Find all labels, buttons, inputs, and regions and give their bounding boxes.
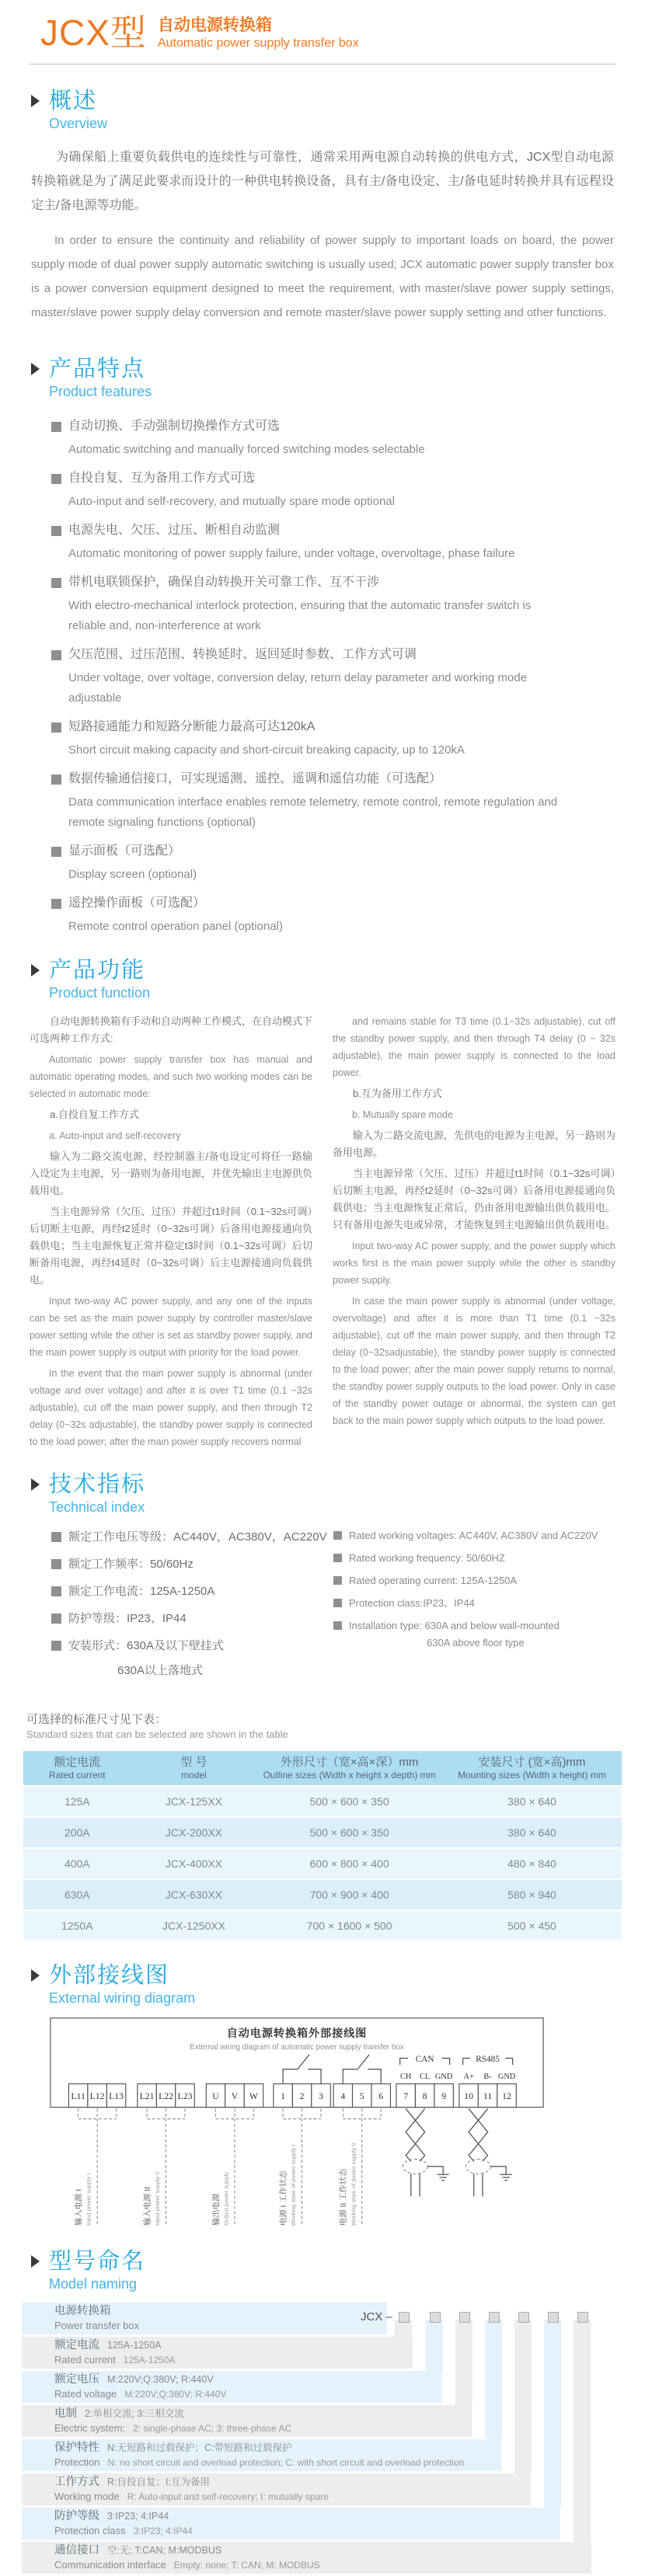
code-strip: [485, 2320, 502, 2439]
pin-label: CL: [420, 2072, 431, 2081]
feature-en: Short circuit making capacity and short-circuit breaking capacity, up to 120kA: [68, 743, 465, 757]
bullet-square-icon: [333, 1621, 342, 1630]
tech-item: Installation type: 630A and below wall-mounted: [333, 1619, 615, 1633]
svg-text:7: 7: [403, 2091, 409, 2102]
code-strip: [514, 2320, 532, 2473]
bullet-square-icon: [51, 847, 61, 857]
function-heading-en: Product function: [49, 985, 151, 1001]
model-naming-row: 额定电流 125A-1250A Rated current 125A-1250A: [22, 2337, 413, 2369]
col-header-outline-size: 外形尺寸（宽×高×深）mm Outline sizes (Width x height x depth) mm: [256, 1751, 442, 1785]
svg-text:Input power supply I: Input power supply I: [85, 2173, 92, 2226]
size-note-en: Standard sizes that can be selected are shown in the table: [26, 1728, 288, 1740]
svg-text:5: 5: [359, 2091, 364, 2102]
tech-item: 额定工作电压等级：AC440V，AC380V，AC220V: [51, 1529, 333, 1546]
model-code-box: [489, 2312, 500, 2323]
svg-text:V: V: [231, 2091, 239, 2102]
section-features-header: [31, 356, 645, 401]
wiring-heading-zh: 外部接线图: [49, 1963, 170, 1988]
features-list: [51, 415, 598, 937]
svg-text:U: U: [212, 2091, 219, 2102]
col-header-model: 型 号 model: [131, 1751, 257, 1785]
model-naming-heading-zh: 型号命名: [49, 2249, 146, 2274]
wire-group-state1: [278, 2108, 321, 2226]
bullet-square-icon: [51, 526, 61, 536]
function-paragraph: a.自投自复工作方式: [50, 1109, 139, 1120]
function-columns: [30, 1013, 615, 1454]
feature-en: Automatic switching and manually forced switching modes selectable: [68, 443, 425, 456]
bullet-square-icon: [333, 1576, 342, 1585]
table-row: 125A JCX-125XX 500 × 600 × 350 380 × 640: [23, 1787, 622, 1816]
bullet-square-icon: [51, 650, 61, 660]
tech-item-extra: 630A以上落地式: [117, 1664, 204, 1677]
col-header-mounting-size: 安装尺寸 (宽×高)mm Mounting sizes (Width x height) mm: [442, 1751, 622, 1785]
overview-paragraph-en: In order to ensure the continuity and reliability of power supply to important loads on board, the power supply mode of dual power supply automatic switching is usually used; JCX automatic power supply transfer box is a power conversion equipment designed to meet the requirement, with master/slave power supply settings, master/slave power supply delay conversion and remote master/slave power supply setting and other functions.: [31, 234, 614, 319]
function-paragraph: 当主电源异常（欠压、过压）并超过t1时间（0.1~32s可调）后切断主电源，再经t2延时（0~32s可调）后备用电源接通向负载供电；当主电源恢复正常并稳定t3时间（0.1~32s可调）后切断备用电源，再经t4延时（0~32s可调）后主电源接通向负载供电。: [30, 1206, 312, 1286]
technical-columns: [51, 1529, 615, 1687]
pin-label: CH: [400, 2072, 412, 2081]
section-triangle-icon: [31, 363, 40, 375]
feature-zh: 电源失电、欠压、过压、断相自动监测: [68, 524, 281, 537]
function-paragraph: In case the main power supply is abnormal (under voltage, overvoltage) and after it is more than T1 time (0.1 ~32s adjustable), cut off the main power supply, and then through T2 delay (0~32sadjustable), the standby power supply is connected to the load power; after the main power supply returns to normal, the standby power supply outputs to the load power. Only in case of the standby power outage or abnormal, the system can get back to the main power supply which outputs to the load power.: [333, 1296, 615, 1426]
function-paragraph: b. Mutually spare mode: [352, 1109, 453, 1120]
svg-text:12: 12: [502, 2091, 511, 2102]
function-paragraph: Input two-way AC power supply, and the power supply which works first is the main power supply while the other is standby power supply.: [333, 1241, 615, 1286]
svg-text:L13: L13: [109, 2091, 124, 2102]
feature-zh: 数据传输通信接口，可实现遥测、遥控、遥调和遥信功能（可选配）: [68, 772, 442, 785]
bullet-square-icon: [333, 1599, 342, 1607]
svg-text:Working state of power supply: Working state of power supply I: [290, 2144, 298, 2226]
bullet-square-icon: [51, 1613, 61, 1624]
svg-text:L23: L23: [177, 2091, 193, 2102]
feature-en: Automatic monitoring of power supply failure, under voltage, overvoltage, phase failure: [68, 547, 515, 560]
model-naming-heading-en: Model naming: [49, 2276, 138, 2292]
function-paragraph: In the event that the main power supply is abnormal (under voltage and over voltage) and after it is over T1 time (0.1 ~32s adjustable), cut off the main power supply, and then through T2 delay (0~32s adjustable), the standby power supply is connected to the load power; after the main power supply recovers normal: [30, 1368, 312, 1447]
function-column-left: [30, 1013, 312, 1454]
function-paragraph: Input two-way AC power supply, and any one of the inputs can be set as the main power supply by controller master/slave power setting while the other is set as standby power supply, and the main power supply is output with priority for the load power.: [30, 1296, 312, 1358]
svg-text:Working state of power supply: Working state of power supply II: [350, 2143, 357, 2226]
svg-text:11: 11: [483, 2091, 493, 2102]
model-naming-row: 额定电压 M:220V;Q:380V; R:440V Rated voltage M:220V;Q:380V; R:440V: [22, 2371, 442, 2403]
feature-en: Under voltage, over voltage, conversion delay, return delay parameter and working mode adjustable: [68, 671, 528, 705]
feature-zh: 遥控操作面板（可选配）: [68, 896, 206, 910]
bullet-square-icon: [51, 1641, 61, 1651]
bullet-square-icon: [333, 1531, 342, 1540]
model-code-box: [548, 2312, 559, 2323]
wire-group-output: [211, 2108, 253, 2226]
feature-item: [51, 519, 598, 564]
model-naming-diagram: [22, 2303, 623, 2576]
model-code-box: [399, 2312, 410, 2323]
feature-zh: 欠压范围、过压范围、转换延时、返回延时参数、工作方式可调: [68, 648, 417, 661]
bullet-square-icon: [51, 1586, 61, 1596]
svg-text:L21: L21: [139, 2091, 155, 2102]
feature-en: With electro-mechanical interlock protection, ensuring that the automatic transfer switch is reliable and, non-interference at work: [68, 599, 532, 632]
section-triangle-icon: [31, 2255, 40, 2268]
function-heading-zh: 产品功能: [49, 958, 146, 983]
bullet-square-icon: [51, 578, 61, 588]
document-header: [0, 0, 645, 51]
section-model-naming-header: [31, 2248, 645, 2293]
function-paragraph: Automatic power supply transfer box has manual and automatic operating modes, and such two working modes can be selected in automatic mode:: [30, 1054, 312, 1099]
bullet-square-icon: [51, 899, 61, 909]
can-bus-label: CAN: [415, 2055, 434, 2065]
tech-item: 额定工作频率：50/60Hz: [51, 1556, 333, 1573]
function-paragraph: 当主电源异常（欠压、过压）并超过t1时间（0.1~32s可调）后切断主电源，再经t2延时（0~32s可调）后备用电源接通向负载供电；当主电源恢复正常后，仍由备用电源输出供负载用电。只有备用电源失电或异常，才能恢复到主电源输出供负载用电。: [333, 1168, 616, 1231]
svg-text:电源 II 工作状态: 电源 II 工作状态: [340, 2168, 349, 2226]
size-note-zh: 可选择的标准尺寸见下表：: [26, 1713, 167, 1726]
wiring-heading-en: External wiring diagram: [49, 1990, 196, 2006]
model-code-prefix: JCX –: [361, 2310, 392, 2324]
pin-label: A+: [463, 2072, 474, 2081]
col-header-rated-current: 额定电流 Rated current: [23, 1751, 131, 1785]
feature-zh: 自动切换、手动强制切换操作方式可选: [68, 419, 281, 433]
feature-item: [51, 415, 598, 460]
function-paragraph: 自动电源转换箱有手动和自动两种工作模式，在自动模式下可选两种工作方式:: [30, 1015, 313, 1044]
bullet-square-icon: [333, 1554, 342, 1562]
section-triangle-icon: [31, 1969, 40, 1982]
pin-label: GND: [497, 2072, 516, 2081]
svg-text:1: 1: [281, 2091, 286, 2102]
bullet-square-icon: [51, 1559, 61, 1569]
code-strip: [574, 2320, 591, 2542]
feature-item: [51, 467, 598, 512]
twisted-pair-can: [403, 2108, 448, 2196]
feature-zh: 短路接通能力和短路分断能力最高可达120kA: [68, 720, 316, 733]
svg-text:Output power supply: Output power supply: [222, 2172, 230, 2226]
features-heading-zh: 产品特点: [49, 357, 146, 381]
function-paragraph: 输入为二路交流电源，先供电的电源为主电源，另一路则为备用电源。: [333, 1130, 616, 1158]
wire-group-state2: [338, 2108, 381, 2226]
table-row: 630A JCX-630XX 700 × 900 × 400 580 × 940: [23, 1880, 622, 1909]
rs485-bus-label: RS485: [476, 2055, 500, 2065]
overview-paragraph-zh: 为确保船上重要负载供电的连续性与可靠性，通常采用两电源自动转换的供电方式，JCX型自动电源转换箱就是为了满足此要求而设计的一种供电转换设备，具有主/备电设定、主/备电延时转换并具有远程设定主/备电源等功能。: [31, 151, 614, 212]
feature-zh: 显示面板（可选配）: [68, 844, 181, 858]
model-naming-row: 通信接口 空:无; T:CAN; M:MODBUS Communication interface Empty: none; T: CAN; M: MODBUS: [22, 2542, 591, 2574]
function-paragraph: a. Auto-input and self-recovery: [49, 1130, 181, 1141]
svg-text:10: 10: [464, 2091, 474, 2102]
svg-text:6: 6: [378, 2091, 384, 2102]
feature-item: [51, 571, 598, 636]
table-row: 400A JCX-400XX 600 × 800 × 400 480 × 840: [23, 1849, 622, 1878]
model-naming-row: 电源转换箱 Power transfer box: [22, 2303, 387, 2334]
diagram-title-zh: 自动电源转换箱外部接线图: [226, 2028, 368, 2041]
tech-item: Rated working frequency: 50/60HZ: [333, 1551, 615, 1565]
diagram-title-en: External wiring diagram of automatic power supply transfer box: [190, 2043, 404, 2052]
section-overview-header: [31, 88, 645, 133]
function-column-right: [333, 1013, 615, 1454]
pin-label: GND: [434, 2072, 453, 2081]
overview-heading-zh: 概述: [49, 89, 98, 113]
wire-group-input1: [73, 2108, 116, 2226]
svg-text:2: 2: [299, 2091, 305, 2102]
svg-text:9: 9: [441, 2091, 447, 2102]
svg-text:输出电源: 输出电源: [212, 2193, 221, 2226]
function-paragraph: and remains stable for T3 time (0.1~32s adjustable), cut off the standby power supply, and then through T4 delay (0 ~ 32s adjustable), the main power supply is connected to the load power.: [333, 1016, 615, 1078]
svg-text:输入电源 II: 输入电源 II: [143, 2187, 152, 2226]
feature-item: [51, 892, 598, 937]
bullet-square-icon: [51, 1532, 61, 1542]
twisted-pair-rs485: [465, 2108, 511, 2196]
product-model-title: JCX型: [40, 12, 147, 53]
section-wiring-header: [31, 1962, 645, 2007]
model-code-box: [518, 2312, 529, 2323]
svg-text:电源 I 工作状态: 电源 I 工作状态: [279, 2170, 288, 2226]
size-table-header-row: [23, 1751, 622, 1785]
svg-text:3: 3: [319, 2091, 323, 2102]
feature-en: Data communication interface enables remote telemetry, remote control, remote regulation and remote signaling functions (optional): [68, 795, 558, 829]
model-naming-row: 防护等级 3:IP23; 4:IP44 Protection class 3:IP23; 4:IP44: [22, 2508, 560, 2539]
model-naming-row: 电制 2:单相交流; 3:三相交流 Electric system: 2: single-phase AC; 3: three-phase AC: [22, 2405, 472, 2437]
feature-zh: 自投自复、互为备用工作方式可选: [68, 472, 256, 485]
features-heading-en: Product features: [49, 384, 152, 399]
feature-item: [51, 643, 598, 708]
svg-text:4: 4: [340, 2091, 346, 2102]
function-paragraph: 输入为二路交流电源，经控制器主/备电设定可将任一路输入设定为主电源，另一路则为备用电源，并优先输出主电源供负载用电。: [30, 1150, 313, 1196]
technical-heading-zh: 技术指标: [49, 1472, 146, 1497]
section-function-header: [31, 957, 645, 1002]
technical-column-en: [333, 1529, 615, 1687]
wiring-diagram-container: [48, 2015, 645, 2242]
code-strip: [544, 2320, 561, 2508]
technical-column-zh: [51, 1529, 333, 1687]
bullet-square-icon: [51, 422, 61, 432]
svg-text:W: W: [249, 2091, 259, 2102]
feature-zh: 带机电联锁保护，确保自动转换开关可靠工作、互不干涉: [68, 576, 380, 589]
product-title-en: Automatic power supply transfer box: [157, 37, 359, 50]
table-row: 1250A JCX-1250XX 700 × 1600 × 500 500 × 450: [23, 1911, 622, 1941]
technical-heading-en: Technical index: [49, 1499, 145, 1515]
tech-item: 额定工作电流：125A-1250A: [51, 1583, 333, 1600]
model-code-box: [459, 2312, 470, 2323]
section-triangle-icon: [31, 95, 40, 107]
svg-text:8: 8: [422, 2091, 427, 2102]
svg-text:L11: L11: [71, 2091, 85, 2102]
tech-item: Protection class:IP23、IP44: [333, 1596, 615, 1610]
size-table: [23, 1749, 622, 1942]
tech-item-extra: 630A above floor type: [427, 1637, 525, 1648]
model-naming-row: 保护特性 N:无短路和过载保护；C:带短路和过载保护 Protection N: no short circuit and overload protection; C: with short circuit and overload protection: [22, 2439, 501, 2471]
section-technical-header: [31, 1471, 645, 1516]
ground-icon: [490, 2167, 511, 2181]
svg-text:Input power supply II: Input power supply II: [154, 2171, 162, 2226]
ground-icon: [427, 2167, 448, 2181]
feature-en: Remote control operation panel (optional): [68, 920, 283, 933]
function-paragraph: b.互为备用工作方式: [353, 1088, 442, 1099]
tech-item: 防护等级：IP23、IP44: [51, 1610, 333, 1627]
bullet-square-icon: [51, 775, 61, 785]
tech-item: Rated operating current: 125A-1250A: [333, 1574, 615, 1588]
pin-label: B-: [483, 2072, 492, 2081]
product-title-block: [158, 14, 359, 51]
bullet-square-icon: [51, 474, 61, 484]
overview-heading-en: Overview: [49, 116, 108, 131]
wiring-diagram: [48, 2015, 546, 2238]
tech-item: 安装形式：630A及以下壁挂式: [51, 1638, 333, 1655]
code-strip: [455, 2320, 472, 2405]
svg-text:L22: L22: [159, 2091, 174, 2102]
model-naming-row: 工作方式 R:自投自复；I:互为备用 Working mode R: Auto-input and self-recovery; I: mutually spare: [22, 2473, 531, 2505]
code-strip: [426, 2320, 443, 2371]
section-triangle-icon: [31, 964, 40, 976]
feature-en: Auto-input and self-recovery, and mutually spare mode optional: [68, 495, 395, 508]
svg-text:输入电源 I: 输入电源 I: [75, 2188, 84, 2226]
model-code-box: [430, 2312, 441, 2323]
wire-group-input2: [142, 2108, 185, 2226]
table-row: 200A JCX-200XX 500 × 600 × 350 380 × 640: [23, 1818, 622, 1847]
section-triangle-icon: [31, 1478, 40, 1491]
feature-item: [51, 840, 598, 885]
feature-item: [51, 768, 598, 833]
tech-item: Rated working voltages: AC440V, AC380V and AC220V: [333, 1529, 615, 1543]
svg-text:L12: L12: [89, 2091, 105, 2102]
feature-en: Display screen (optional): [68, 868, 197, 881]
feature-item: [51, 715, 598, 761]
model-code-box: [577, 2312, 588, 2323]
bullet-square-icon: [51, 722, 61, 733]
product-title-zh: 自动电源转换箱: [157, 16, 272, 34]
